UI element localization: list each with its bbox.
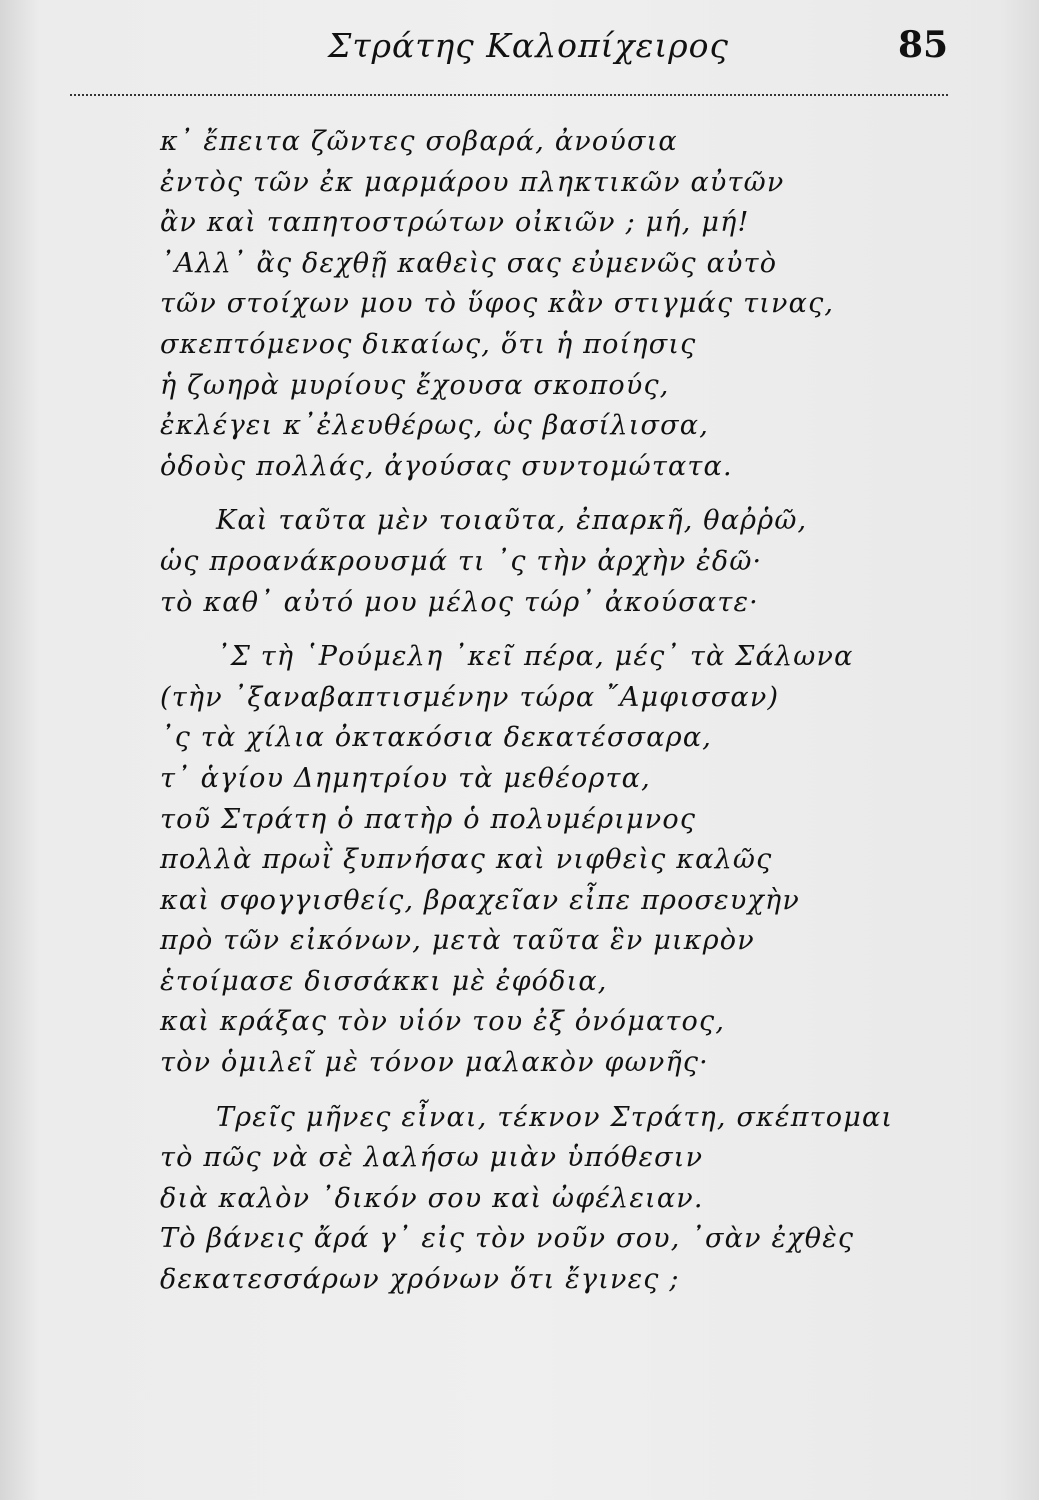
poem-line: (τὴν ᾿ξαναβαπτισμένην τώρα ῎Αμφισσαν) [160, 681, 780, 713]
poem-line: ἑτοίμασε δισσάκκι μὲ ἐφόδια, [160, 965, 608, 997]
header-divider [70, 94, 948, 96]
poem-line: ᾿Αλλ᾿ ἂς δεχθῇ καθεὶς σας εὐμενῶς αὐτὸ [160, 247, 778, 279]
poem-line: ἐκλέγει κ᾿ἐλευθέρως, ὡς βασίλισσα, [160, 410, 709, 442]
poem-line: κ᾿ ἔπειτα ζῶντες σοβαρά, ἀνούσια [160, 126, 678, 157]
poem-text [160, 122, 1020, 1301]
poem-line: τοῦ Στράτη ὁ πατὴρ ὁ πολυμέριμνος [160, 803, 697, 835]
poem-line: ἂν καὶ ταπητοστρώτων οἰκιῶν ; μή, μή! [160, 207, 750, 239]
running-title: Στράτης Καλοπίχειρος [328, 26, 730, 65]
poem-line: ἐντὸς τῶν ἐκ μαρμάρου πληκτικῶν αὐτῶν [160, 166, 785, 198]
stanza-3 [160, 637, 1020, 1084]
poem-line: δεκατεσσάρων χρόνων ὅτι ἔγινες ; [160, 1264, 680, 1296]
page-header [0, 18, 1039, 78]
poem-line: ὁδοὺς πολλάς, ἀγούσας συντομώτατα. [160, 450, 733, 482]
stanza-2 [160, 501, 1020, 623]
poem-line: τὸ πῶς νὰ σὲ λαλήσω μιὰν ὑπόθεσιν [160, 1142, 704, 1174]
page-number: 85 [898, 24, 949, 66]
poem-line: ἡ ζωηρὰ μυρίους ἔχουσα σκοπούς, [160, 369, 670, 401]
poem-line: ὡς προανάκρουσμά τι ᾿ς τὴν ἀρχὴν ἐδῶ· [160, 545, 763, 577]
poem-line: διὰ καλὸν ᾿δικόν σου καὶ ὠφέλειαν. [160, 1182, 704, 1214]
poem-line: τ᾿ ἁγίου Δημητρίου τὰ μεθέορτα, [160, 762, 651, 794]
poem-line: ᾿Σ τὴ ῾Ρούμελη ᾿κεῖ πέρα, μές᾿ τὰ Σάλωνα [216, 641, 854, 673]
stanza-1 [160, 122, 1020, 487]
poem-line: τῶν στοίχων μου τὸ ὕφος κἂν στιγμάς τινας, [160, 288, 835, 320]
poem-line: πρὸ τῶν εἰκόνων, μετὰ ταῦτα ἓν μικρὸν [160, 925, 755, 957]
poem-line: τὸ καθ᾿ αὐτό μου μέλος τώρ᾿ ἀκούσατε· [160, 586, 759, 618]
poem-line: πολλὰ πρωῒ ξυπνήσας καὶ νιφθεὶς καλῶς [160, 844, 773, 876]
poem-line: τὸν ὁμιλεῖ μὲ τόνον μαλακὸν φωνῆς· [160, 1047, 709, 1079]
poem-line: Τὸ βάνεις ἄρά γ᾿ εἰς τὸν νοῦν σου, ᾿σὰν ἐχθὲς [160, 1223, 855, 1255]
stanza-gap [160, 1084, 1020, 1098]
poem-line: Καὶ ταῦτα μὲν τοιαῦτα, ἐπαρκῆ, θαῤῥῶ, [216, 505, 808, 537]
poem-line: καὶ σφογγισθείς, βραχεῖαν εἶπε προσευχὴν [160, 884, 801, 916]
stanza-gap [160, 487, 1020, 501]
stanza-4 [160, 1098, 1020, 1301]
poem-line: ᾿ς τὰ χίλια ὀκτακόσια δεκατέσσαρα, [160, 722, 713, 754]
poem-line: Τρεῖς μῆνες εἶναι, τέκνον Στράτη, σκέπτομαι [216, 1101, 894, 1133]
poem-line: σκεπτόμενος δικαίως, ὅτι ἡ ποίησις [160, 328, 697, 360]
poem-line: καὶ κράξας τὸν υἱόν του ἐξ ὀνόματος, [160, 1006, 726, 1038]
stanza-gap [160, 623, 1020, 637]
